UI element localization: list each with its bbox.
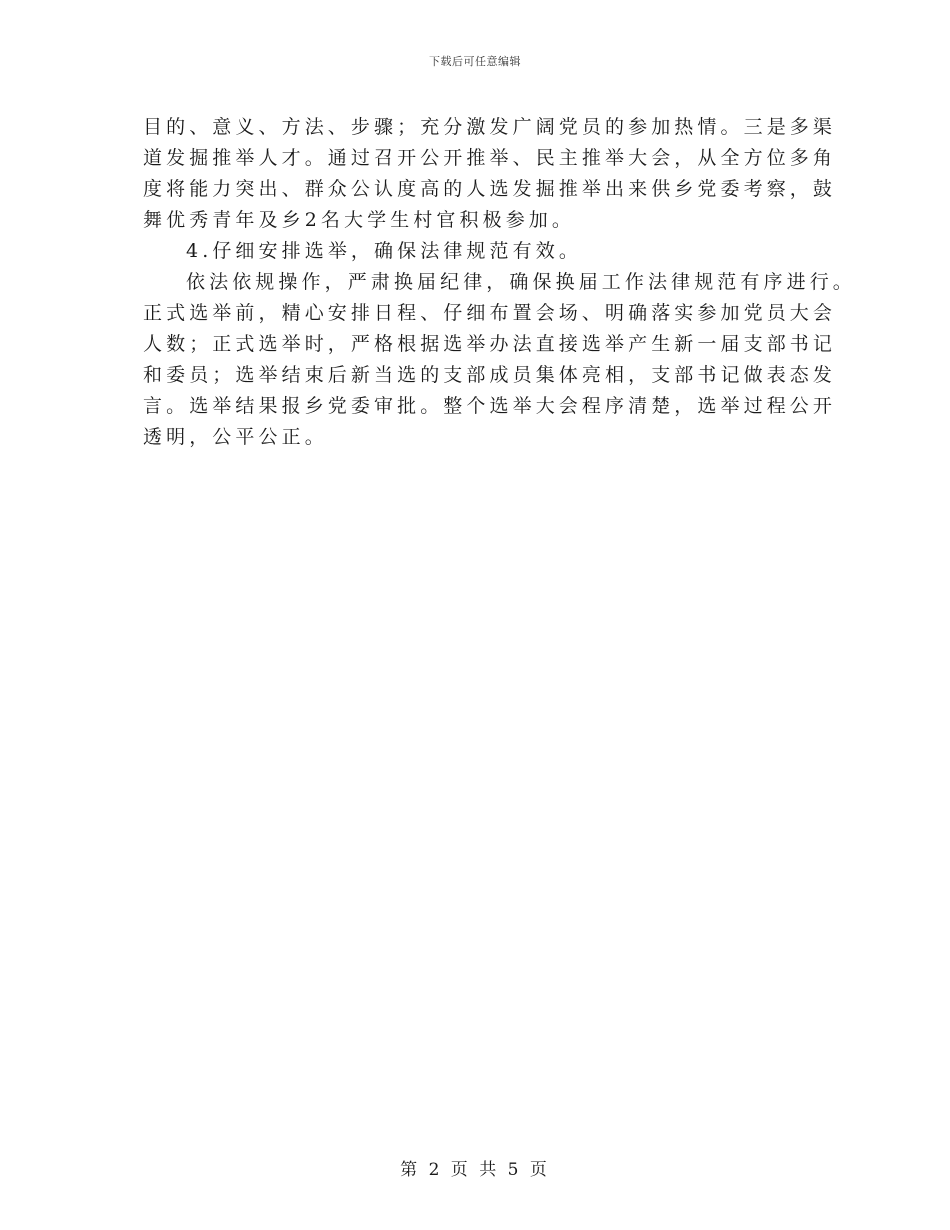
page-header: 下载后可任意编辑 <box>429 55 521 68</box>
body-line: 依法依规操作，严肃换届纪律，确保换届工作法律规范有序进行。 <box>186 271 856 293</box>
body-line: 目的、意义、方法、步骤；充分激发广阔党员的参加热情。三是多渠 <box>143 116 837 138</box>
body-line: 道发掘推举人才。通过召开公开推举、民主推举大会，从全方位多角 <box>143 147 837 169</box>
body-line: 言。选举结果报乡党委审批。整个选举大会程序清楚，选举过程公开 <box>143 395 837 417</box>
body-line: 舞优秀青年及乡2名大学生村官积极参加。 <box>143 209 575 231</box>
body-line: 人数；正式选举时，严格根据选举办法直接选举产生新一届支部书记 <box>143 333 837 355</box>
body-line: 正式选举前，精心安排日程、仔细布置会场、明确落实参加党员大会 <box>143 302 837 324</box>
section-heading: 4.仔细安排选举，确保法律规范有效。 <box>186 240 582 262</box>
page-number: 第 2 页 共 5 页 <box>400 1160 550 1180</box>
document-body <box>143 112 856 453</box>
body-line: 和委员；选举结束后新当选的支部成员集体亮相，支部书记做表态发 <box>143 364 837 386</box>
body-line: 度将能力突出、群众公认度高的人选发掘推举出来供乡党委考察，鼓 <box>143 178 837 200</box>
body-line: 透明，公平公正。 <box>143 426 328 448</box>
